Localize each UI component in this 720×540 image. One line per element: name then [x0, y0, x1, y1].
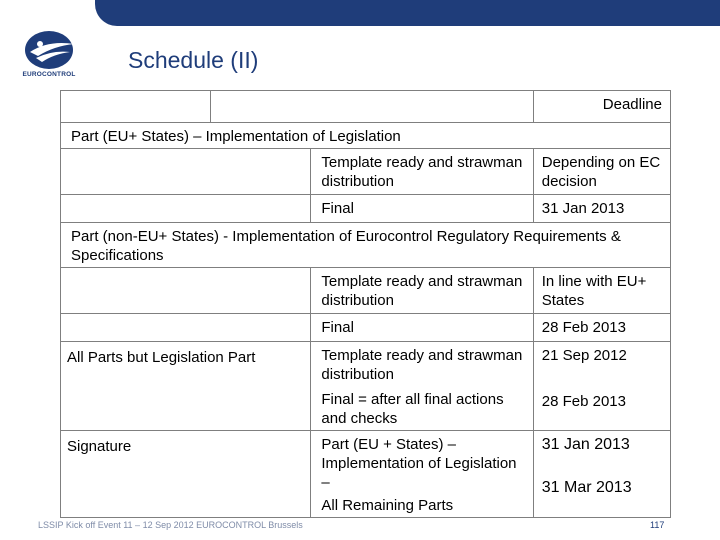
- footer-text: LSSIP Kick off Event 11 – 12 Sep 2012 EUROCONTROL Brussels: [38, 520, 303, 530]
- top-banner-band: [95, 0, 720, 26]
- task-text: All Remaining Parts: [321, 497, 454, 514]
- task-cell: Template ready and strawman distribution: [311, 268, 533, 314]
- deadline-cell: [533, 342, 670, 431]
- task-text: Part (EU + States) – Implementation of Legislation –: [321, 436, 517, 491]
- deadline-text: 31 Jan 2013: [541, 436, 630, 453]
- table-row: [61, 268, 671, 314]
- table-row: [61, 149, 671, 195]
- page-title: Schedule (II): [128, 47, 259, 73]
- schedule-table: [60, 90, 671, 518]
- deadline-cell: 31 Jan 2013: [533, 195, 670, 223]
- table-row: [61, 195, 671, 223]
- deadline-cell: In line with EU+ States: [533, 268, 670, 314]
- table-row: [61, 431, 671, 518]
- task-cell: Final: [311, 314, 533, 342]
- header-cell-empty-2: [211, 91, 534, 123]
- table-row: [61, 314, 671, 342]
- empty-cell: [61, 268, 311, 314]
- empty-cell: [61, 195, 311, 223]
- eurocontrol-logo: [18, 28, 80, 84]
- empty-cell: [61, 314, 311, 342]
- page-number: 117: [650, 520, 665, 530]
- section-row: [61, 123, 671, 149]
- top-banner: [0, 0, 720, 26]
- all-parts-label: All Parts but Legislation Part: [61, 342, 311, 431]
- task-text: Template ready and strawman distribution: [321, 347, 523, 383]
- deadline-cell: Depending on EC decision: [533, 149, 670, 195]
- header-cell-empty-1: [61, 91, 211, 123]
- deadline-text: 28 Feb 2013: [541, 393, 626, 410]
- task-text: Final = after all final actions and checks: [321, 391, 504, 427]
- deadline-cell: [533, 431, 670, 518]
- eurocontrol-emblem-icon: [18, 28, 80, 72]
- signature-label: Signature: [61, 431, 311, 518]
- section-title-non-eu: Part (non-EU+ States) - Implementation of Eurocontrol Regulatory Requirements & Specifications: [61, 223, 671, 268]
- section-title-eu: Part (EU+ States) – Implementation of Legislation: [61, 123, 671, 149]
- logo-wordmark: EUROCONTROL: [22, 71, 76, 78]
- section-row: [61, 223, 671, 268]
- empty-cell: [61, 149, 311, 195]
- task-cell: Final: [311, 195, 533, 223]
- deadline-header: Deadline: [533, 91, 670, 123]
- deadline-text: 31 Mar 2013: [541, 479, 632, 496]
- table-header-row: [61, 91, 671, 123]
- deadline-text: 21 Sep 2012: [541, 347, 627, 364]
- task-cell: [311, 342, 533, 431]
- table-row: [61, 342, 671, 431]
- deadline-cell: 28 Feb 2013: [533, 314, 670, 342]
- task-cell: [311, 431, 533, 518]
- task-cell: Template ready and strawman distribution: [311, 149, 533, 195]
